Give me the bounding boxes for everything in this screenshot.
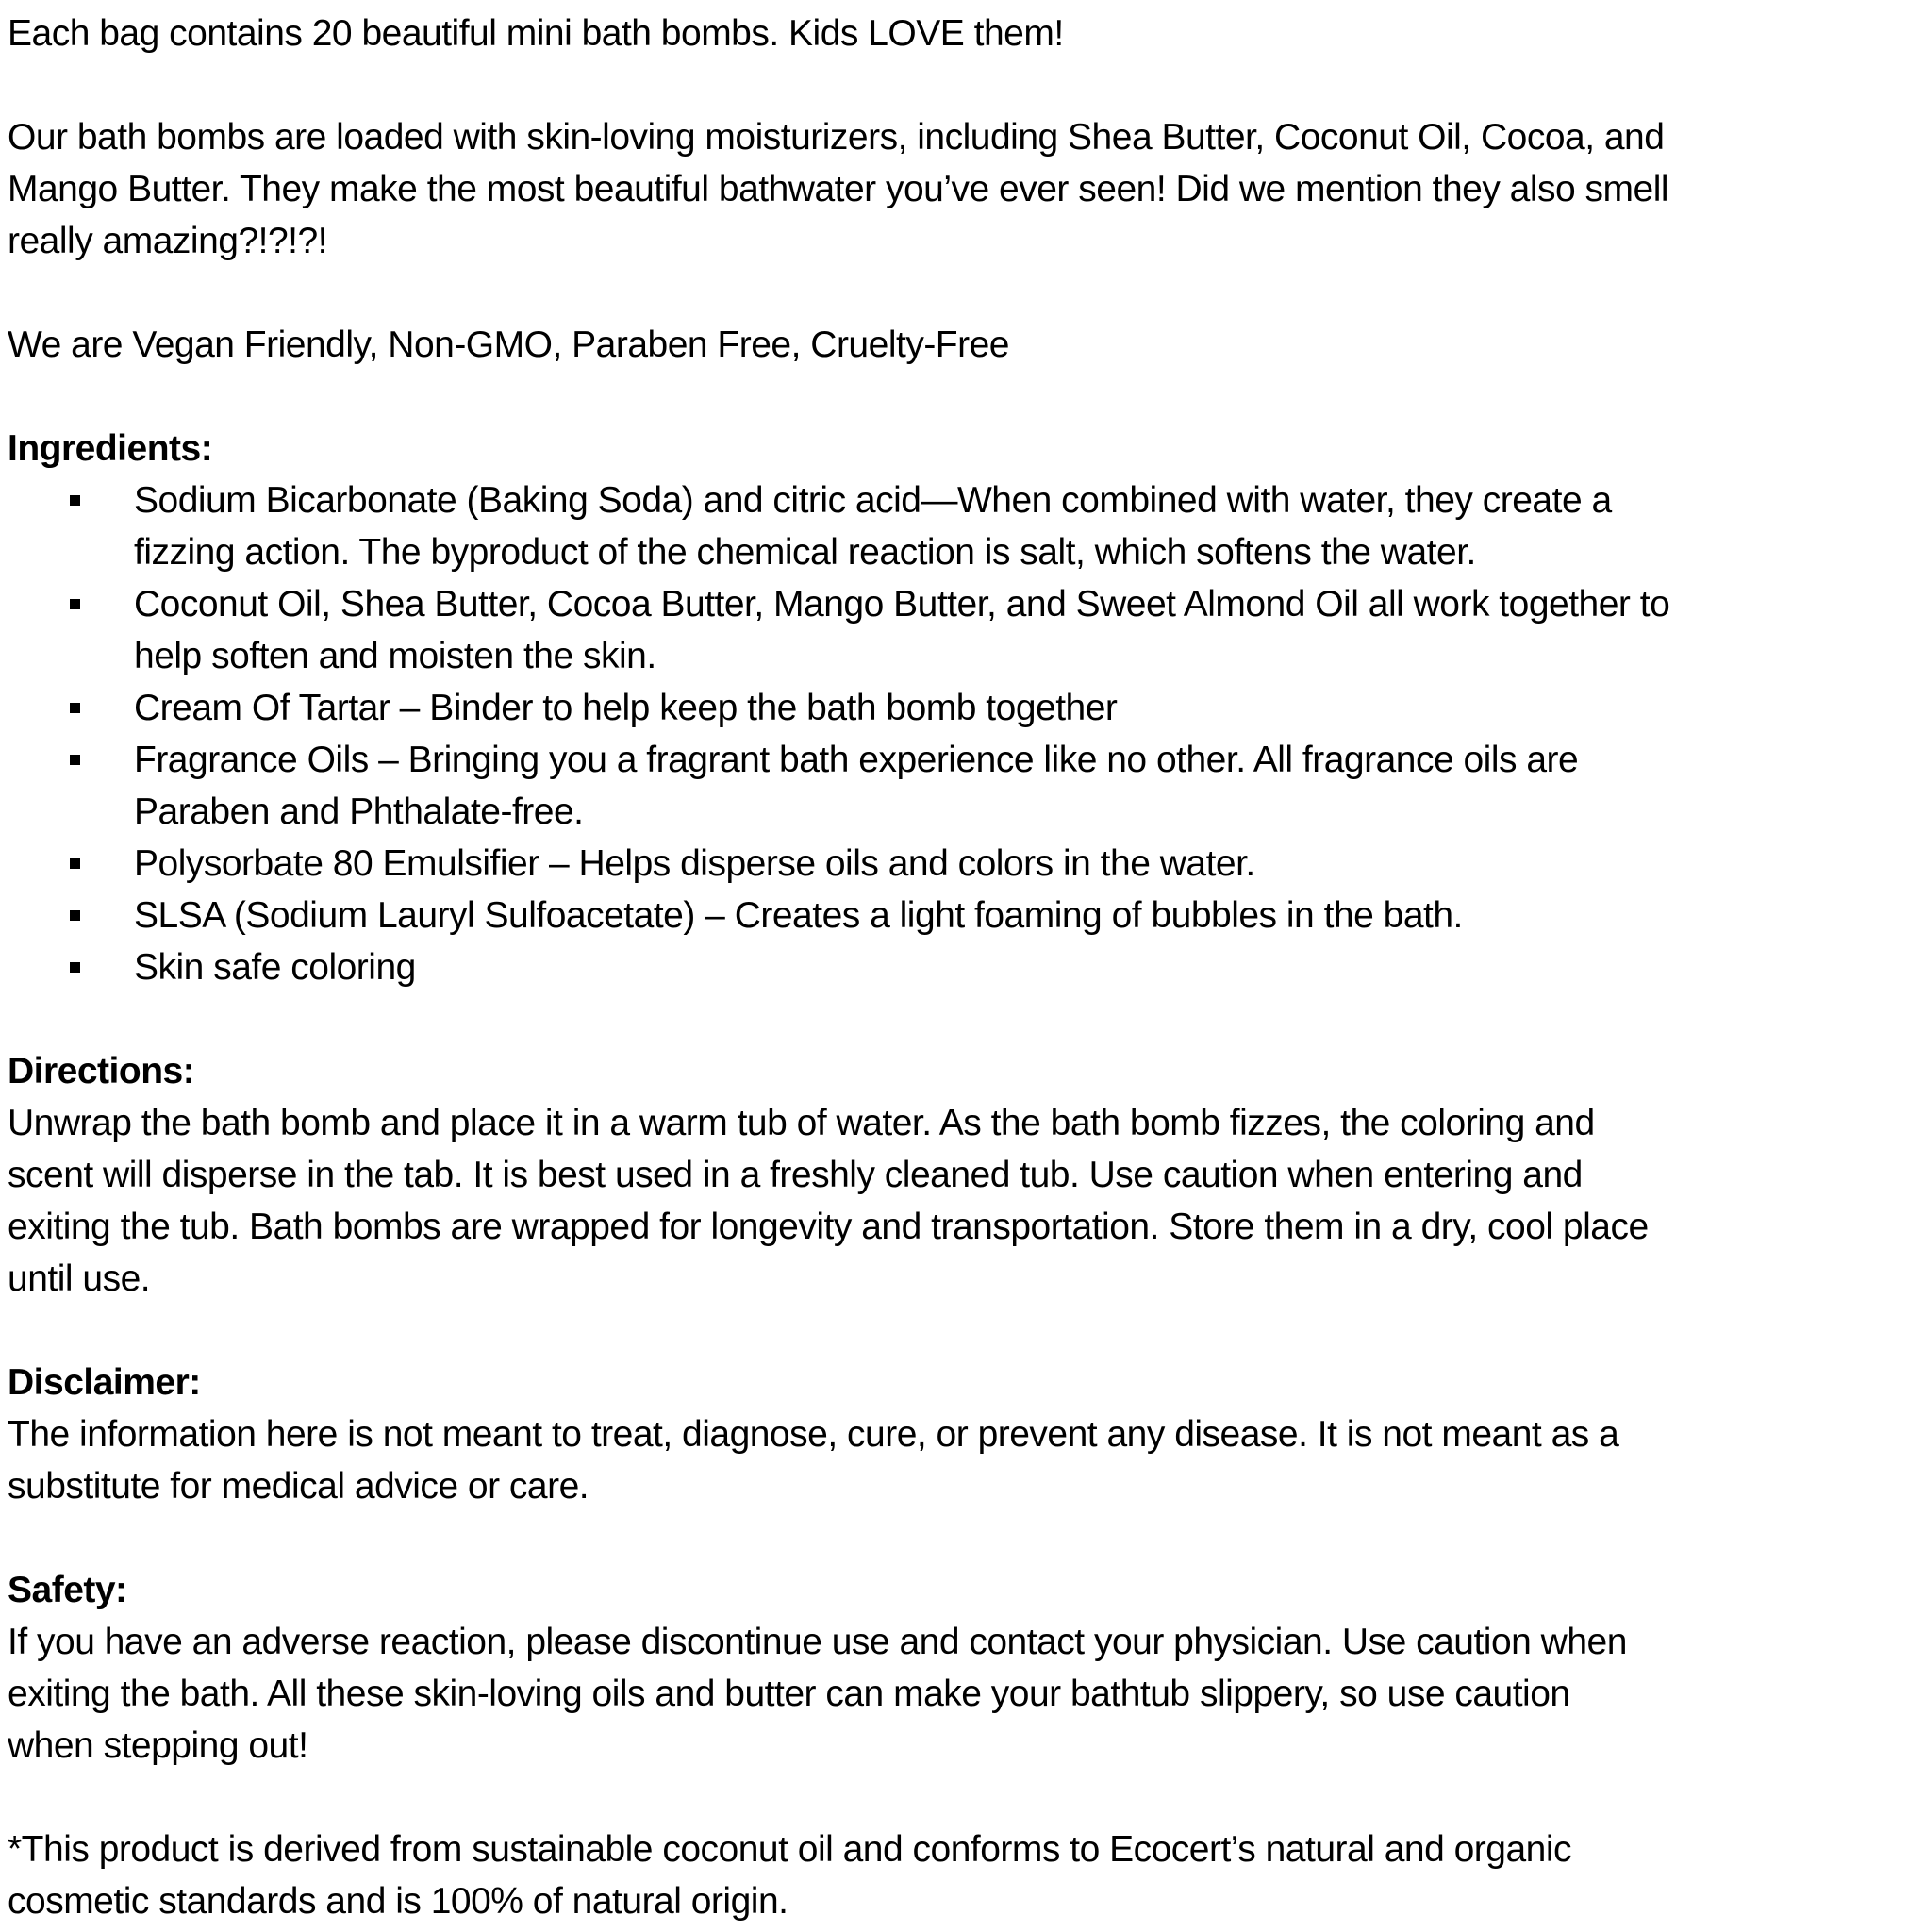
bullet-icon <box>70 495 80 506</box>
text-line: Cream Of Tartar – Binder to help keep the bath bomb together <box>134 688 1118 728</box>
text-line: fizzing action. The byproduct of the chemical reaction is salt, which softens the water. <box>134 532 1476 573</box>
ingredient-item <box>8 578 1908 682</box>
bullet-icon <box>70 703 80 713</box>
text-line: Each bag contains 20 beautiful mini bath bombs. Kids LOVE them! <box>8 13 1064 54</box>
text-line: SLSA (Sodium Lauryl Sulfoacetate) – Creates a light foaming of bubbles in the bath. <box>134 895 1463 936</box>
text-line: exiting the bath. All these skin-loving oils and butter can make your bathtub slippery, so use caution <box>8 1674 1570 1714</box>
text-line: really amazing?!?!?! <box>8 221 328 261</box>
paragraph-description <box>8 111 1908 267</box>
text-line: Polysorbate 80 Emulsifier – Helps disperse oils and colors in the water. <box>134 843 1255 884</box>
text-line: Mango Butter. They make the most beautiful bathwater you’ve ever seen! Did we mention they also smell <box>8 169 1669 209</box>
section-heading-disclaimer: Disclaimer: <box>8 1362 201 1403</box>
ingredient-item <box>8 734 1908 838</box>
text-line: exiting the tub. Bath bombs are wrapped for longevity and transportation. Store them in a dry, cool place <box>8 1207 1649 1247</box>
text-line: help soften and moisten the skin. <box>134 636 656 676</box>
text-line: The information here is not meant to treat, diagnose, cure, or prevent any disease. It is not meant as a <box>8 1414 1619 1455</box>
section-heading-directions: Directions: <box>8 1051 195 1091</box>
section-heading-safety: Safety: <box>8 1570 127 1610</box>
text-line: substitute for medical advice or care. <box>8 1466 589 1507</box>
ingredient-item <box>8 941 1908 993</box>
text-line: until use. <box>8 1258 151 1299</box>
text-line: If you have an adverse reaction, please discontinue use and contact your physician. Use caution when <box>8 1622 1627 1662</box>
text-line: Unwrap the bath bomb and place it in a warm tub of water. As the bath bomb fizzes, the coloring and <box>8 1103 1595 1143</box>
bullet-icon <box>70 599 80 609</box>
paragraph-claims <box>8 319 1908 371</box>
text-line: scent will disperse in the tab. It is best used in a freshly cleaned tub. Use caution when entering and <box>8 1155 1583 1195</box>
section-heading-ingredients: Ingredients: <box>8 428 213 469</box>
text-line: Our bath bombs are loaded with skin-loving moisturizers, including Shea Butter, Coconut Oil, Cocoa, and <box>8 117 1665 158</box>
paragraph-footnote <box>8 1824 1908 1927</box>
ingredients-list <box>8 475 1908 993</box>
text-line: We are Vegan Friendly, Non-GMO, Paraben Free, Cruelty-Free <box>8 325 1009 365</box>
section-disclaimer <box>8 1357 1908 1512</box>
text-line: Sodium Bicarbonate (Baking Soda) and citric acid—When combined with water, they create a <box>134 480 1612 521</box>
bullet-icon <box>70 962 80 973</box>
bullet-icon <box>70 910 80 921</box>
ingredient-item <box>8 475 1908 578</box>
text-line: Paraben and Phthalate-free. <box>134 791 584 832</box>
text-line: *This product is derived from sustainable coconut oil and conforms to Ecocert’s natural and organic <box>8 1829 1572 1870</box>
text-line: when stepping out! <box>8 1725 308 1766</box>
section-ingredients <box>8 423 1908 993</box>
bullet-icon <box>70 858 80 869</box>
ingredient-item <box>8 838 1908 890</box>
ingredient-item <box>8 890 1908 941</box>
bullet-icon <box>70 755 80 765</box>
text-line: Fragrance Oils – Bringing you a fragrant bath experience like no other. All fragrance oils are <box>134 740 1579 780</box>
paragraph-intro <box>8 8 1908 59</box>
text-line: Skin safe coloring <box>134 947 416 988</box>
section-directions <box>8 1045 1908 1305</box>
ingredient-item <box>8 682 1908 734</box>
section-safety <box>8 1564 1908 1772</box>
text-line: Coconut Oil, Shea Butter, Cocoa Butter, Mango Butter, and Sweet Almond Oil all work together to <box>134 584 1670 625</box>
text-line: cosmetic standards and is 100% of natural origin. <box>8 1881 788 1922</box>
